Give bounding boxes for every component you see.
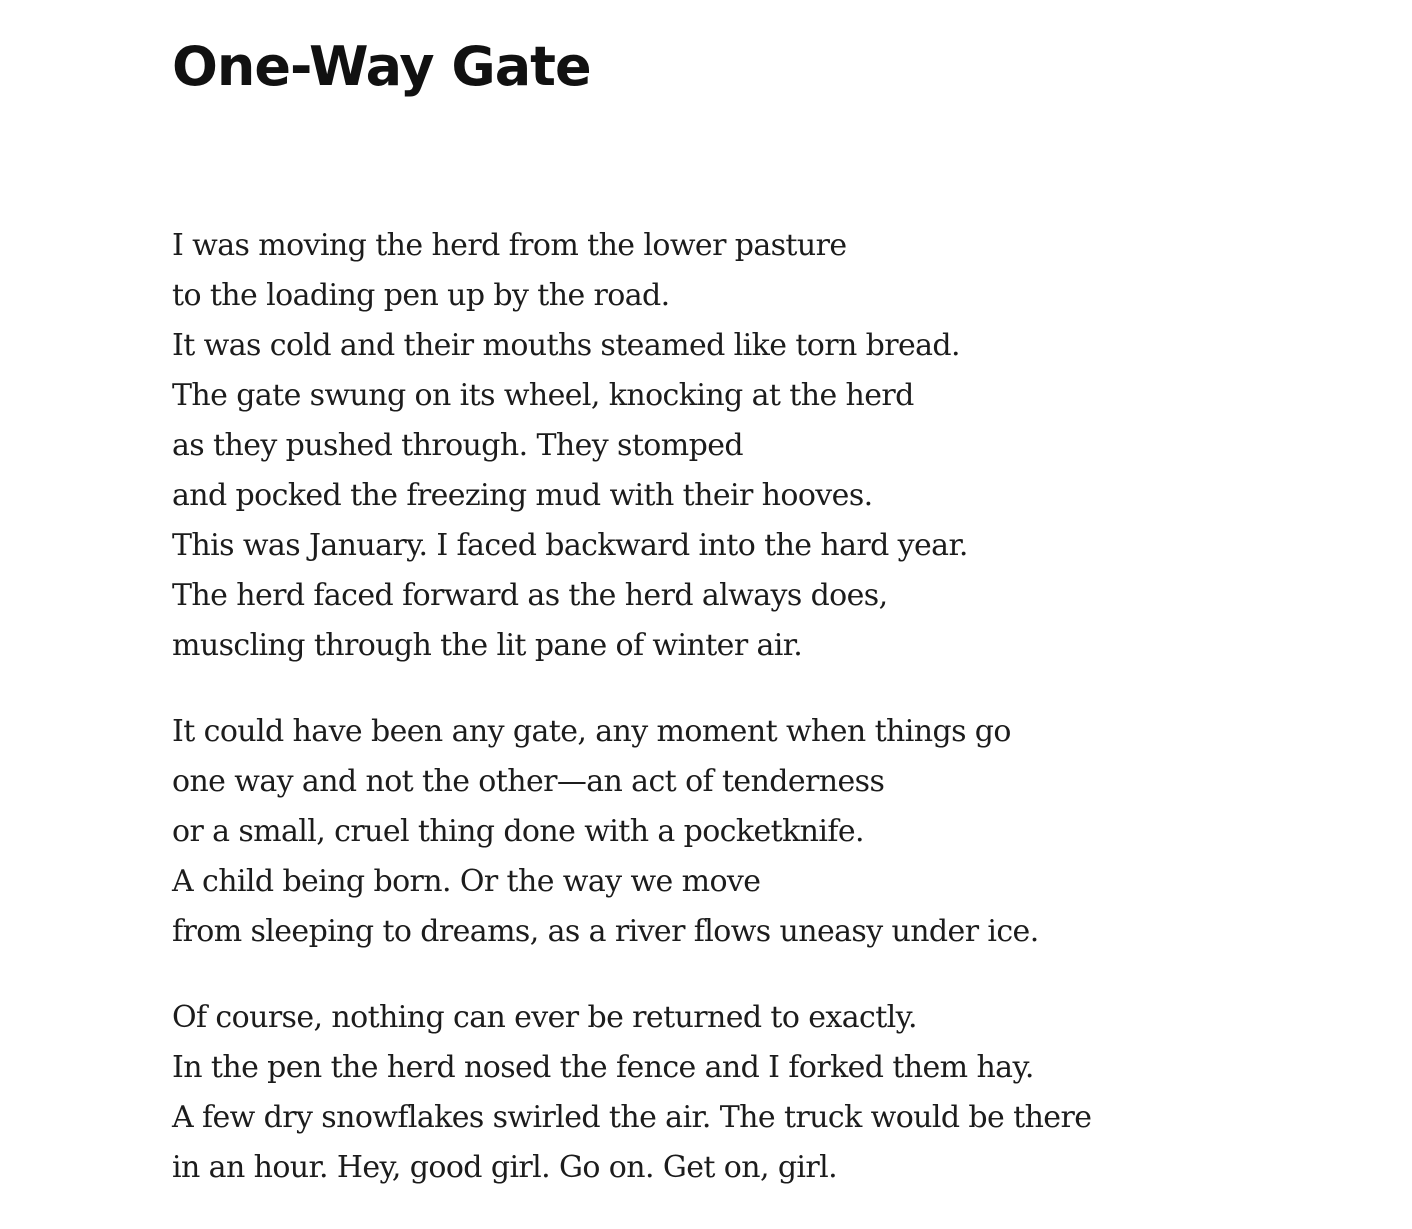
poem-line: I was moving the herd from the lower pasture: [172, 228, 847, 263]
poem-line: one way and not the other—an act of tenderness: [172, 764, 885, 799]
poem-line: It could have been any gate, any moment when things go: [172, 714, 1011, 749]
poem-line: or a small, cruel thing done with a pocketknife.: [172, 814, 864, 849]
poem-line: The herd faced forward as the herd always does,: [172, 578, 888, 613]
poem-line: and pocked the freezing mud with their hooves.: [172, 478, 873, 513]
poem-line: as they pushed through. They stomped: [172, 428, 743, 463]
poem-line: to the loading pen up by the road.: [172, 278, 670, 313]
poem-line: in an hour. Hey, good girl. Go on. Get on, girl.: [172, 1150, 838, 1185]
poem-line: from sleeping to dreams, as a river flows uneasy under ice.: [172, 914, 1039, 949]
poem-line: A few dry snowflakes swirled the air. The truck would be there: [172, 1100, 1092, 1135]
poem-line: A child being born. Or the way we move: [172, 864, 761, 899]
poem-line: It was cold and their mouths steamed like torn bread.: [172, 328, 960, 363]
poem-line: In the pen the herd nosed the fence and I forked them hay.: [172, 1050, 1034, 1085]
poem-line: This was January. I faced backward into the hard year.: [172, 528, 968, 563]
poem-title: One-Way Gate: [172, 35, 591, 98]
poem-line: The gate swung on its wheel, knocking at the herd: [172, 378, 914, 413]
stanza-3: [172, 993, 1091, 1193]
stanza-1: [172, 221, 1091, 671]
poem-body: [172, 221, 1091, 1229]
poem-line: Of course, nothing can ever be returned to exactly.: [172, 1000, 917, 1035]
poem-line: muscling through the lit pane of winter air.: [172, 628, 803, 663]
stanza-2: [172, 707, 1091, 957]
